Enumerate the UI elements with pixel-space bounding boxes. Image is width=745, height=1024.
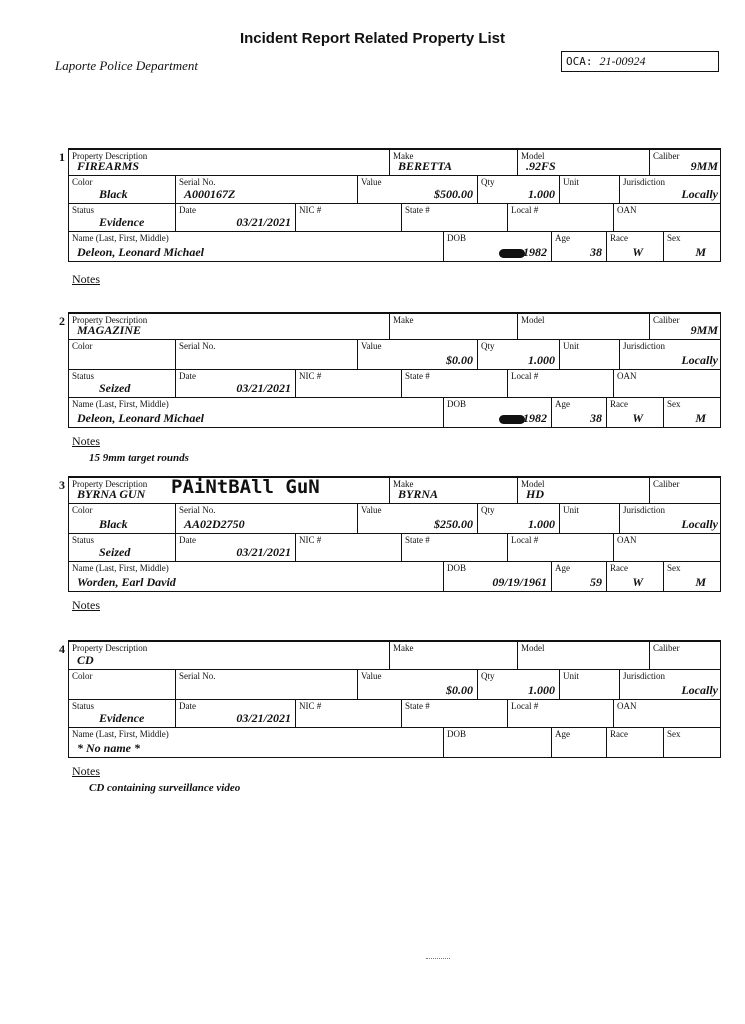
make-value: BERETTA <box>398 159 453 173</box>
property-description-value: FIREARMS <box>77 159 140 173</box>
notes-label: Notes <box>72 598 100 612</box>
oca-value: 21-00924 <box>599 54 646 68</box>
color-label: Color <box>72 671 93 681</box>
age-label: Age <box>555 233 570 243</box>
description-row <box>68 476 721 504</box>
model-value: HD <box>526 487 544 501</box>
age-value: 38 <box>590 245 602 259</box>
date-label: Date <box>179 701 196 711</box>
state-label: State # <box>405 205 430 215</box>
description-row <box>68 312 721 340</box>
make-label: Make <box>393 315 414 325</box>
serial-label: Serial No. <box>179 341 216 351</box>
value-amount: $0.00 <box>446 353 473 367</box>
status-label: Status <box>72 371 95 381</box>
serial-label: Serial No. <box>179 671 216 681</box>
property-record-4 <box>59 640 721 794</box>
dob-visible-year: 1982 <box>523 245 547 259</box>
oan-label: OAN <box>617 205 637 215</box>
age-value: 59 <box>590 575 602 589</box>
color-label: Color <box>72 177 93 187</box>
status-row <box>68 370 721 398</box>
caliber-value: 9MM <box>690 159 718 173</box>
nic-label: NIC # <box>299 701 322 711</box>
date-value: 03/21/2021 <box>236 215 291 229</box>
model-label: Model <box>521 315 545 325</box>
caliber-label: Caliber <box>653 643 680 653</box>
name-value: Deleon, Leonard Michael <box>77 411 204 425</box>
status-label: Status <box>72 535 95 545</box>
name-row <box>68 728 721 758</box>
serial-label: Serial No. <box>179 505 216 515</box>
sex-value: M <box>695 245 706 259</box>
notes-label: Notes <box>72 272 100 286</box>
local-label: Local # <box>511 371 539 381</box>
name-label: Name (Last, First, Middle) <box>72 399 169 409</box>
local-label: Local # <box>511 701 539 711</box>
race-label: Race <box>610 399 628 409</box>
unit-label: Unit <box>563 177 580 187</box>
status-row <box>68 204 721 232</box>
redaction-mark <box>499 415 525 424</box>
color-row <box>68 340 721 370</box>
property-record-2 <box>59 312 721 464</box>
make-value: BYRNA <box>398 487 439 501</box>
notes-label: Notes <box>72 434 100 448</box>
notes-text: 15 9mm target rounds <box>89 452 189 464</box>
name-row <box>68 562 721 592</box>
sex-label: Sex <box>667 563 681 573</box>
make-label: Make <box>393 479 414 489</box>
page-title: Incident Report Related Property List <box>239 30 506 47</box>
oan-label: OAN <box>617 371 637 381</box>
race-value: W <box>632 411 643 425</box>
description-row <box>68 148 721 176</box>
name-label: Name (Last, First, Middle) <box>72 729 169 739</box>
value-label: Value <box>361 177 382 187</box>
race-label: Race <box>610 563 628 573</box>
qty-value: 1.000 <box>528 683 555 697</box>
color-value: Black <box>99 187 128 201</box>
caliber-label: Caliber <box>653 315 680 325</box>
dob-value <box>499 411 547 426</box>
dob-label: DOB <box>447 729 467 739</box>
date-label: Date <box>179 371 196 381</box>
jurisdiction-label: Jurisdiction <box>623 505 665 515</box>
caliber-label: Caliber <box>653 479 680 489</box>
property-description-label: Property Description <box>72 151 148 161</box>
race-value: W <box>632 575 643 589</box>
name-value: Worden, Earl David <box>77 575 176 589</box>
scan-artifact <box>426 958 450 959</box>
value-amount: $0.00 <box>446 683 473 697</box>
value-label: Value <box>361 505 382 515</box>
name-label: Name (Last, First, Middle) <box>72 563 169 573</box>
redaction-mark <box>499 249 525 258</box>
sex-label: Sex <box>667 233 681 243</box>
jurisdiction-label: Jurisdiction <box>623 341 665 351</box>
qty-label: Qty <box>481 341 495 351</box>
date-label: Date <box>179 535 196 545</box>
date-value: 03/21/2021 <box>236 545 291 559</box>
make-label: Make <box>393 151 414 161</box>
jurisdiction-label: Jurisdiction <box>623 671 665 681</box>
property-description-value: BYRNA GUN <box>77 487 146 501</box>
color-row <box>68 670 721 700</box>
jurisdiction-label: Jurisdiction <box>623 177 665 187</box>
color-label: Color <box>72 505 93 515</box>
qty-label: Qty <box>481 505 495 515</box>
make-label: Make <box>393 643 414 653</box>
record-number: 3 <box>59 478 65 492</box>
property-description-value: CD <box>77 653 94 667</box>
value-label: Value <box>361 671 382 681</box>
property-description-value: MAGAZINE <box>77 323 142 337</box>
date-value: 03/21/2021 <box>236 711 291 725</box>
name-value: Deleon, Leonard Michael <box>77 245 204 259</box>
record-number: 2 <box>59 314 65 328</box>
serial-value: A000167Z <box>184 187 236 201</box>
unit-label: Unit <box>563 341 580 351</box>
caliber-value: 9MM <box>690 323 718 337</box>
nic-label: NIC # <box>299 205 322 215</box>
sex-label: Sex <box>667 399 681 409</box>
state-label: State # <box>405 535 430 545</box>
status-row <box>68 534 721 562</box>
dob-visible-year: 1982 <box>523 411 547 425</box>
age-label: Age <box>555 399 570 409</box>
race-label: Race <box>610 729 628 739</box>
status-row <box>68 700 721 728</box>
age-label: Age <box>555 563 570 573</box>
serial-value: AA02D2750 <box>184 517 245 531</box>
sex-value: M <box>695 575 706 589</box>
unit-label: Unit <box>563 671 580 681</box>
status-value: Seized <box>99 545 131 559</box>
dob-value: 09/19/1961 <box>492 575 547 589</box>
nic-label: NIC # <box>299 371 322 381</box>
record-number: 1 <box>59 150 65 164</box>
name-row <box>68 232 721 262</box>
state-label: State # <box>405 701 430 711</box>
name-value: * No name * <box>77 741 140 755</box>
property-description-label: Property Description <box>72 643 148 653</box>
nic-label: NIC # <box>299 535 322 545</box>
sex-label: Sex <box>667 729 681 739</box>
dob-label: DOB <box>447 399 467 409</box>
description-row <box>68 640 721 670</box>
model-label: Model <box>521 479 545 489</box>
oca-label: OCA: <box>566 55 593 68</box>
sex-value: M <box>695 411 706 425</box>
local-label: Local # <box>511 205 539 215</box>
color-label: Color <box>72 341 93 351</box>
value-label: Value <box>361 341 382 351</box>
serial-label: Serial No. <box>179 177 216 187</box>
qty-value: 1.000 <box>528 353 555 367</box>
qty-label: Qty <box>481 177 495 187</box>
handwritten-annotation: PAiNtBAll GuN <box>171 476 320 498</box>
notes-label: Notes <box>72 764 100 778</box>
value-amount: $500.00 <box>434 187 473 201</box>
age-label: Age <box>555 729 570 739</box>
dob-label: DOB <box>447 233 467 243</box>
color-value: Black <box>99 517 128 531</box>
department-name: Laporte Police Department <box>55 58 198 73</box>
model-label: Model <box>521 643 545 653</box>
jurisdiction-value: Locally <box>681 517 718 531</box>
jurisdiction-value: Locally <box>681 187 718 201</box>
date-value: 03/21/2021 <box>236 381 291 395</box>
oan-label: OAN <box>617 535 637 545</box>
dob-label: DOB <box>447 563 467 573</box>
qty-value: 1.000 <box>528 517 555 531</box>
date-label: Date <box>179 205 196 215</box>
oan-label: OAN <box>617 701 637 711</box>
race-value: W <box>632 245 643 259</box>
status-value: Seized <box>99 381 131 395</box>
model-value: .92FS <box>526 159 556 173</box>
status-value: Evidence <box>99 215 145 229</box>
property-record-3 <box>59 476 721 612</box>
notes-text: CD containing surveillance video <box>89 782 241 794</box>
property-record-1 <box>59 148 721 286</box>
color-row <box>68 504 721 534</box>
local-label: Local # <box>511 535 539 545</box>
qty-label: Qty <box>481 671 495 681</box>
model-label: Model <box>521 151 545 161</box>
name-row <box>68 398 721 428</box>
jurisdiction-value: Locally <box>681 353 718 367</box>
record-number: 4 <box>59 642 65 656</box>
dob-value <box>499 245 547 260</box>
age-value: 38 <box>590 411 602 425</box>
unit-label: Unit <box>563 505 580 515</box>
qty-value: 1.000 <box>528 187 555 201</box>
color-row <box>68 176 721 204</box>
oca-box <box>561 51 719 72</box>
status-label: Status <box>72 205 95 215</box>
property-description-label: Property Description <box>72 315 148 325</box>
jurisdiction-value: Locally <box>681 683 718 697</box>
name-label: Name (Last, First, Middle) <box>72 233 169 243</box>
caliber-label: Caliber <box>653 151 680 161</box>
status-value: Evidence <box>99 711 145 725</box>
property-description-label: Property Description <box>72 479 148 489</box>
race-label: Race <box>610 233 628 243</box>
state-label: State # <box>405 371 430 381</box>
status-label: Status <box>72 701 95 711</box>
value-amount: $250.00 <box>434 517 473 531</box>
